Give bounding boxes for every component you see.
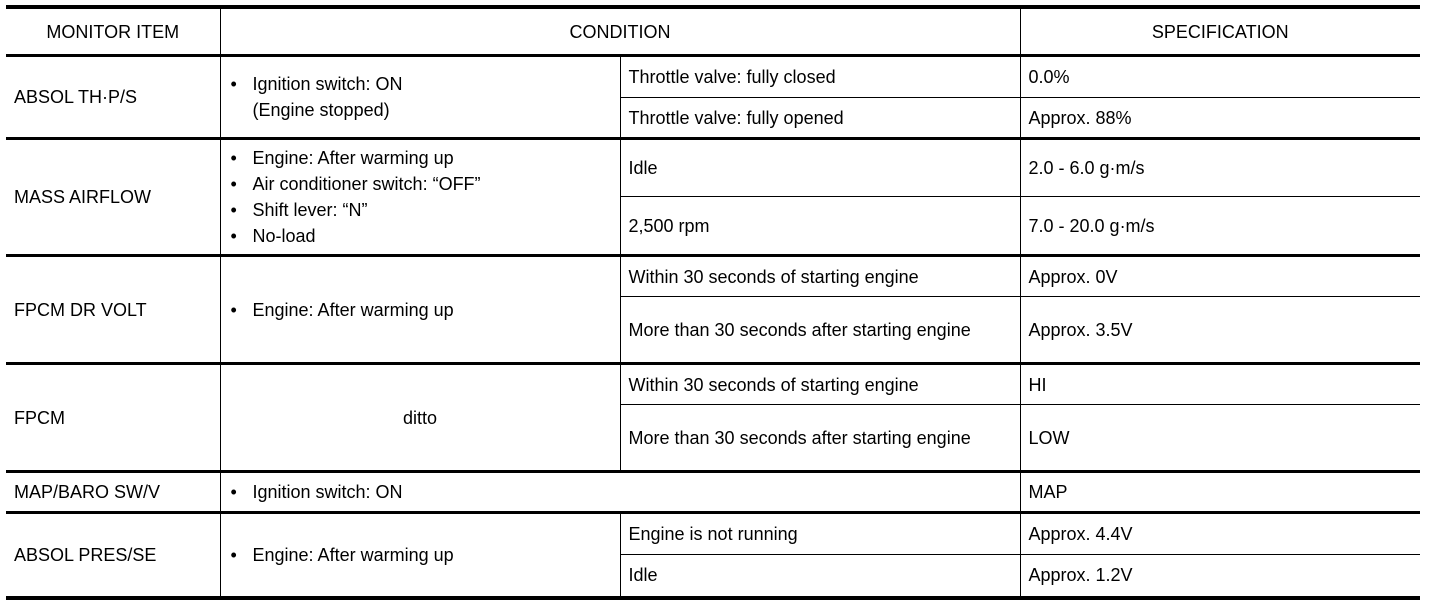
- monitor-item-cell: ABSOL PRES/SE: [6, 513, 220, 598]
- sub-condition-cell: Throttle valve: fully closed: [620, 56, 1020, 98]
- spec-cell: 2.0 - 6.0 g·m/s: [1020, 139, 1420, 197]
- header-condition: CONDITION: [220, 7, 1020, 56]
- spec-cell: 7.0 - 20.0 g·m/s: [1020, 197, 1420, 256]
- spec-table-container: [6, 5, 1420, 600]
- condition-cell-ditto: ditto: [220, 364, 620, 472]
- condition-list: [229, 297, 612, 323]
- condition-bullet: • Shift lever: “N”: [229, 197, 612, 223]
- monitor-item-cell: FPCM: [6, 364, 220, 472]
- spec-cell: Approx. 3.5V: [1020, 297, 1420, 364]
- table-row: [6, 56, 1420, 98]
- condition-note: (Engine stopped): [252, 100, 390, 120]
- sub-condition-cell: Throttle valve: fully opened: [620, 98, 1020, 139]
- spec-cell: Approx. 4.4V: [1020, 513, 1420, 555]
- condition-list: [229, 479, 1012, 505]
- monitor-item-cell: FPCM DR VOLT: [6, 256, 220, 364]
- sub-condition-cell: Within 30 seconds of starting engine: [620, 364, 1020, 405]
- monitor-item-cell: MASS AIRFLOW: [6, 139, 220, 256]
- spec-cell: 0.0%: [1020, 56, 1420, 98]
- condition-cell: [220, 139, 620, 256]
- table-row: [6, 472, 1420, 513]
- condition-list: [229, 542, 612, 568]
- condition-cell: [220, 513, 620, 598]
- sub-condition-cell: More than 30 seconds after starting engine: [620, 297, 1020, 364]
- monitor-spec-table: [6, 5, 1420, 600]
- condition-bullet: • Ignition switch: ON: [229, 479, 1012, 505]
- condition-bullet: • Engine: After warming up: [229, 542, 612, 568]
- sub-condition-cell: Idle: [620, 555, 1020, 598]
- sub-condition-cell: Within 30 seconds of starting engine: [620, 256, 1020, 297]
- condition-cell: [220, 472, 1020, 513]
- spec-cell: LOW: [1020, 405, 1420, 472]
- condition-cell: [220, 256, 620, 364]
- table-row: [6, 513, 1420, 555]
- condition-bullet: • Engine: After warming up: [229, 297, 612, 323]
- monitor-item-cell: ABSOL TH·P/S: [6, 56, 220, 139]
- condition-bullet: • No-load: [229, 223, 612, 249]
- table-row: [6, 256, 1420, 297]
- spec-cell: HI: [1020, 364, 1420, 405]
- sub-condition-cell: 2,500 rpm: [620, 197, 1020, 256]
- condition-bullet: • Ignition switch: ON: [229, 71, 612, 97]
- condition-bullet: • Engine: After warming up: [229, 145, 612, 171]
- spec-cell: MAP: [1020, 472, 1420, 513]
- spec-cell: Approx. 1.2V: [1020, 555, 1420, 598]
- condition-list: [229, 145, 612, 249]
- sub-condition-cell: Engine is not running: [620, 513, 1020, 555]
- header-specification: SPECIFICATION: [1020, 7, 1420, 56]
- sub-condition-cell: Idle: [620, 139, 1020, 197]
- spec-cell: Approx. 0V: [1020, 256, 1420, 297]
- condition-cell: [220, 56, 620, 139]
- header-row: [6, 7, 1420, 56]
- table-row: [6, 139, 1420, 197]
- header-monitor-item: MONITOR ITEM: [6, 7, 220, 56]
- condition-list: [229, 71, 612, 97]
- sub-condition-cell: More than 30 seconds after starting engine: [620, 405, 1020, 472]
- monitor-item-cell: MAP/BARO SW/V: [6, 472, 220, 513]
- table-row: [6, 364, 1420, 405]
- spec-cell: Approx. 88%: [1020, 98, 1420, 139]
- condition-bullet: • Air conditioner switch: “OFF”: [229, 171, 612, 197]
